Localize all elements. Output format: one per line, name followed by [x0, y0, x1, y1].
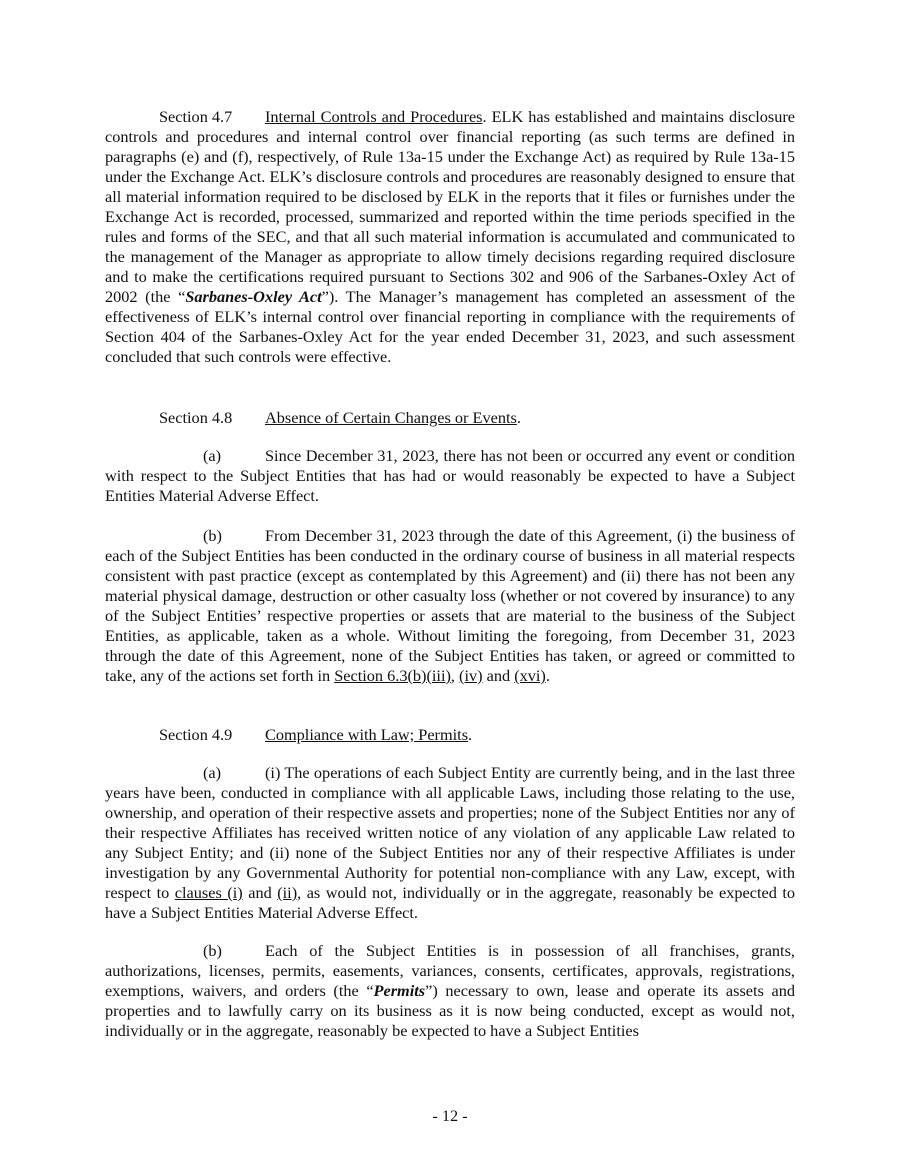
clause-label: (a) — [203, 763, 222, 782]
section-title: Absence of Certain Changes or Events — [265, 408, 517, 427]
separator: , — [450, 666, 460, 685]
clause-label: (b) — [203, 526, 222, 545]
section-4-7 — [105, 107, 795, 367]
cross-reference[interactable]: (xvi) — [514, 666, 546, 685]
section-4-9-heading: Section 4.9 Compliance with Law; Permits. — [159, 725, 473, 744]
section-number: Section 4.8 — [159, 408, 233, 427]
cross-reference[interactable]: clauses (i) — [174, 883, 243, 902]
body-text: . ELK has established and maintains disclosure controls and procedures and internal control over financial reporting (as such terms are defined in paragraphs (e) and (f), respectively, of Rule 13a-15 under the Exchange Act) as required by Rule 13a-15 under the Exchange Act. ELK’s disclosure controls and procedures are reasonably designed to ensure that all material information required to be disclosed by ELK in the reports that it files or furnishes under the Exchange Act is recorded, processed, summarized and reported within the time periods specified in the rules and forms of the SEC, and that all such material information is accumulated and communicated to the management of the Manager as appropriate to allow timely decisions regarding required disclosure and to make the certifications required pursuant to Sections 302 and 906 of the Sarbanes-Oxley Act of 2002 (the “ — [105, 107, 796, 306]
body-text: , as would not, individually or in the aggregate, reasonably be expected to have a Subject Entities Material Adverse Effect. — [105, 883, 796, 922]
cross-reference[interactable]: (iv) — [459, 666, 483, 685]
body-text: ”) necessary to own, lease and operate its assets and properties and to lawfully carry on its business as it is now being conducted, except as would not, individually or in the aggregate, reasonably be expected to have a Subject Entities — [105, 981, 795, 1040]
clause-label: (b) — [203, 941, 222, 960]
separator: and — [482, 666, 515, 685]
section-4-8-b — [105, 526, 795, 686]
clause-label: (a) — [203, 446, 222, 465]
separator: . — [545, 666, 550, 685]
section-title: Internal Controls and Procedures — [265, 107, 483, 126]
defined-term: Permits — [373, 981, 426, 1000]
body-text: Each of the Subject Entities is in possession of all franchises, grants, authorizations, licenses, permits, easements, variances, consents, certificates, approvals, registrations, exemptions, waivers, and orders (the “ — [105, 941, 795, 1000]
body-text: From December 31, 2023 through the date of this Agreement, (i) the business of each of the Subject Entities has been conducted in the ordinary course of business in all material respects consistent with past practice (except as contemplated by this Agreement) and (ii) there has not been any material physical damage, destruction or other casualty loss (whether or not covered by insurance) to any of the Subject Entities’ respective properties or assets that are material to the business of the Subject Entities, as applicable, taken as a whole. Without limiting the foregoing, from December 31, 2023 through the date of this Agreement, none of the Subject Entities has taken, or agreed or committed to take, any of the actions set forth in — [105, 526, 795, 685]
section-4-9-b — [105, 941, 795, 1041]
body-text: Since December 31, 2023, there has not been or occurred any event or condition with respect to the Subject Entities that has had or would reasonably be expected to have a Subject Entities Material Adverse Effect. — [105, 446, 795, 505]
cross-reference[interactable]: Section 6.3(b)(iii) — [334, 666, 451, 685]
body-text: ”). The Manager’s management has completed an assessment of the effectiveness of ELK’s internal control over financial reporting in compliance with the requirements of Section 404 of the Sarbanes-Oxley Act for the year ended December 31, 2023, and such assessment concluded that such controls were effective. — [105, 287, 795, 366]
body-text: (i) The operations of each Subject Entity are currently being, and in the last three years have been, conducted in compliance with all applicable Laws, including those relating to the use, ownership, and operation of their respective assets and properties; none of the Subject Entities nor any of their respective Affiliates has received written notice of any violation of any applicable Law related to any Subject Entity; and (ii) none of the Subject Entities nor any of their respective Affiliates is under investigation by any Governmental Authority for potential non-compliance with any Law, except, with respect to — [105, 763, 795, 902]
defined-term: Sarbanes-Oxley Act — [185, 287, 322, 306]
separator: and — [242, 883, 278, 902]
section-4-9-a — [105, 763, 795, 923]
page-number: - 12 - — [432, 1106, 468, 1125]
section-4-8-heading: Section 4.8 Absence of Certain Changes or Events. — [159, 408, 521, 427]
section-number: Section 4.7 — [159, 107, 233, 126]
section-number: Section 4.9 — [159, 725, 233, 744]
section-4-8-a — [105, 446, 795, 506]
section-title: Compliance with Law; Permits — [265, 725, 469, 744]
cross-reference[interactable]: (ii) — [277, 883, 298, 902]
